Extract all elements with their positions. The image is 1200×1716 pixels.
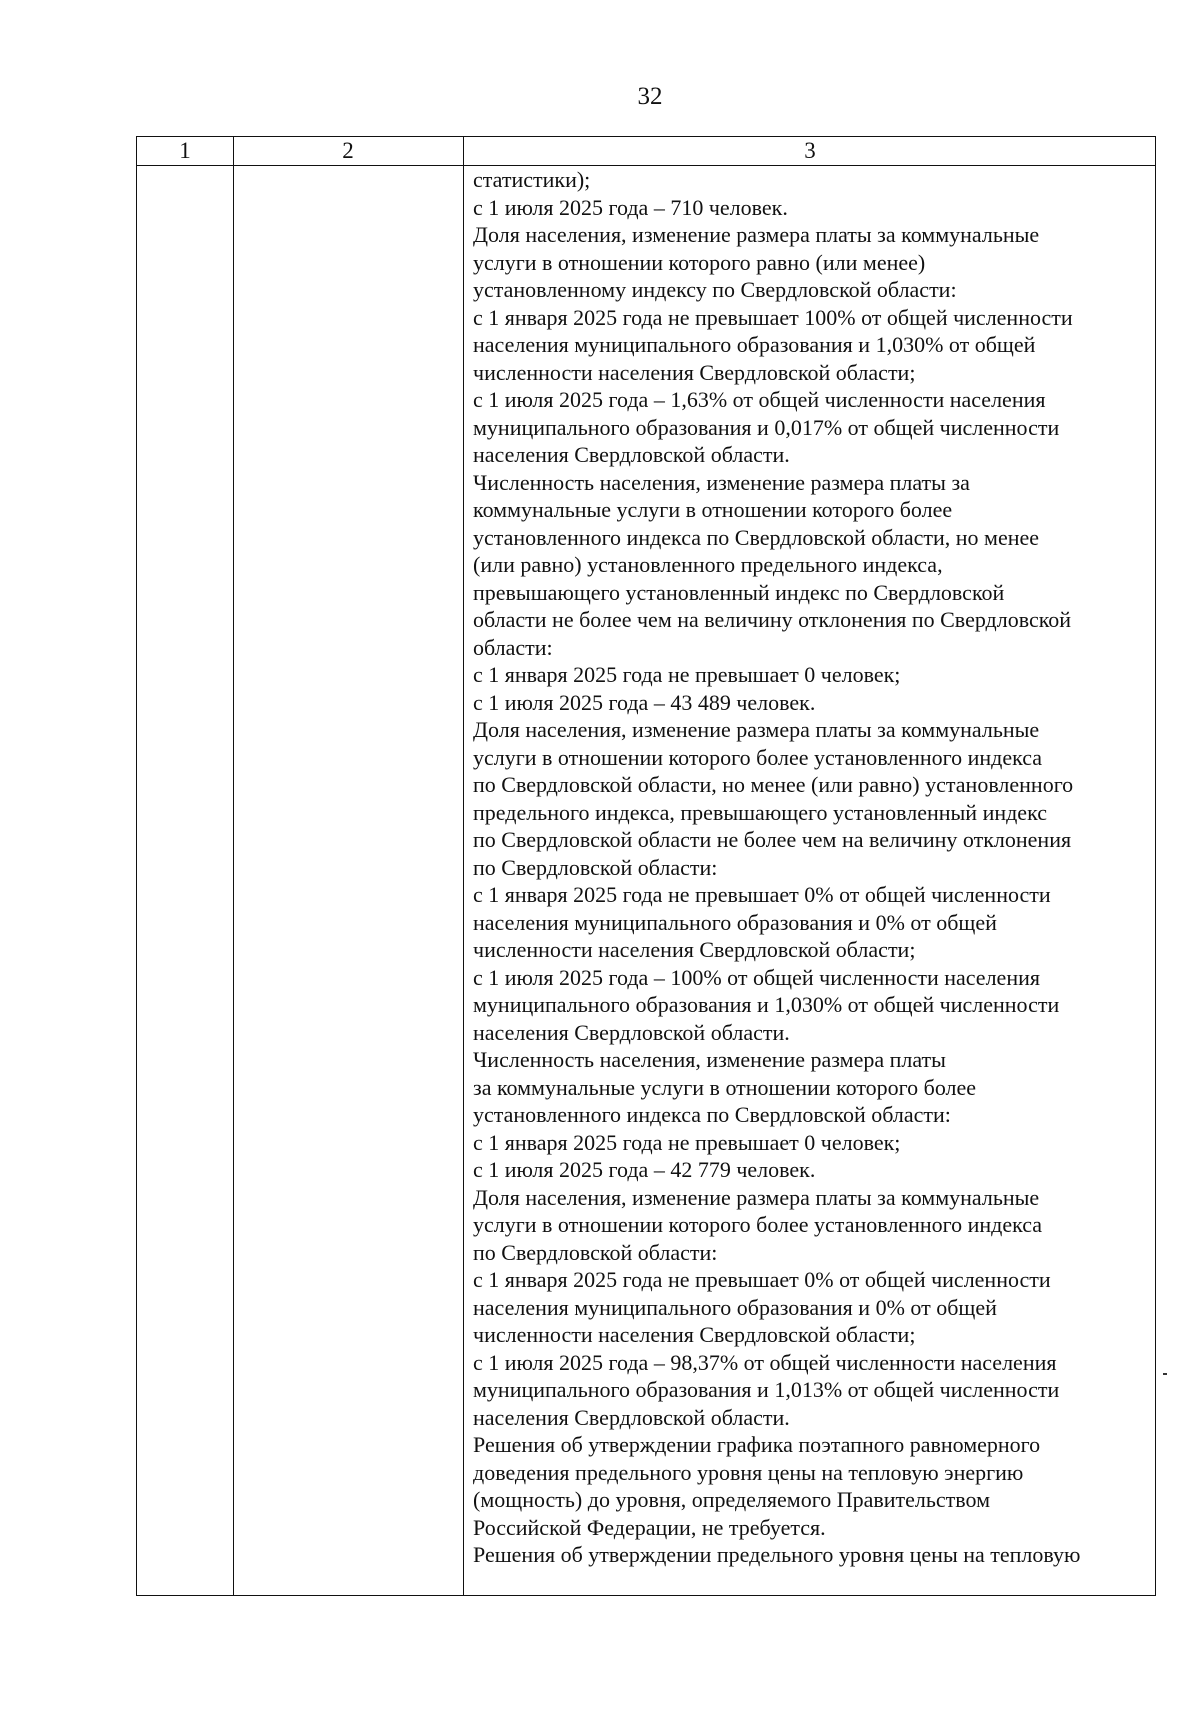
text-line: с 1 июля 2025 года – 42 779 человек. (473, 1157, 816, 1182)
text-line: доведения предельного уровня цены на тепловую энергию (473, 1459, 1024, 1485)
text-line: области: (473, 634, 553, 660)
text-line: с 1 июля 2025 года – 98,37% от общей численности населения (473, 1349, 1057, 1375)
text-line: по Свердловской области, но менее (или равно) установленного (473, 772, 1074, 797)
text-line: установленному индексу по Свердловской области: (473, 277, 957, 302)
scan-artifact (1163, 1373, 1167, 1375)
column-3-content (473, 166, 1153, 1569)
text-line: Решения об утверждении предельного уровня цены на тепловую (473, 1542, 1081, 1567)
text-line: услуги в отношении которого более установленного индекса (473, 744, 1043, 770)
text-line: установленного индекса по Свердловской области: (473, 1102, 951, 1127)
text-line: с 1 января 2025 года не превышает 100% от общей численности (473, 304, 1073, 330)
text-line: численности населения Свердловской области; (473, 1322, 916, 1347)
text-line: превышающего установленный индекс по Свердловской (473, 579, 1005, 605)
text-line: населения муниципального образования и 0% от общей (473, 909, 997, 935)
column-header-2: 2 (342, 138, 354, 163)
document-table (136, 136, 1156, 1596)
text-line: муниципального образования и 1,013% от общей численности (473, 1377, 1060, 1402)
text-line: населения Свердловской области. (473, 1404, 790, 1430)
column-divider-2 (463, 137, 464, 1595)
text-line: коммунальные услуги в отношении которого более (473, 497, 953, 522)
column-header-1: 1 (179, 138, 191, 163)
text-line: услуги в отношении которого более установленного индекса (473, 1212, 1043, 1237)
text-line: численности населения Свердловской области; (473, 359, 916, 385)
table-header-row (137, 137, 1155, 166)
text-line: Численность населения, изменение размера платы за (473, 469, 970, 495)
text-line: населения Свердловской области. (473, 442, 790, 467)
text-line: услуги в отношении которого равно (или менее) (473, 249, 926, 275)
text-line: с 1 июля 2025 года – 43 489 человек. (473, 689, 816, 715)
text-line: с 1 января 2025 года не превышает 0 человек; (473, 1129, 901, 1155)
text-line: статистики); (473, 167, 591, 192)
text-line: населения муниципального образования и 1,030% от общей (473, 332, 1036, 357)
page-number: 32 (637, 83, 663, 110)
text-line: (мощность) до уровня, определяемого Правительством (473, 1487, 991, 1512)
text-line: предельного индекса, превышающего установленный индекс (473, 799, 1047, 825)
text-line: по Свердловской области: (473, 854, 718, 880)
text-line: по Свердловской области: (473, 1239, 718, 1265)
text-line: области не более чем на величину отклонения по Свердловской (473, 607, 1072, 632)
text-line: Доля населения, изменение размера платы за коммунальные (473, 1184, 1040, 1210)
text-line: муниципального образования и 0,017% от общей численности (473, 414, 1060, 440)
text-line: численности населения Свердловской области; (473, 937, 916, 962)
text-line: Доля населения, изменение размера платы за коммунальные (473, 222, 1040, 247)
text-line: населения Свердловской области. (473, 1019, 790, 1045)
text-line: населения муниципального образования и 0% от общей (473, 1294, 997, 1320)
column-header-3: 3 (804, 138, 816, 163)
text-line: с 1 июля 2025 года – 710 человек. (473, 194, 788, 220)
text-line: установленного индекса по Свердловской области, но менее (473, 524, 1040, 550)
column-divider-1 (233, 137, 234, 1595)
text-line: Численность населения, изменение размера платы (473, 1047, 946, 1072)
text-line: по Свердловской области не более чем на величину отклонения (473, 827, 1072, 852)
text-line: с 1 января 2025 года не превышает 0 человек; (473, 662, 901, 687)
text-line: за коммунальные услуги в отношении которого более (473, 1074, 977, 1100)
text-line: (или равно) установленного предельного индекса, (473, 552, 943, 577)
text-line: с 1 июля 2025 года – 1,63% от общей численности населения (473, 387, 1046, 412)
text-line: Российской Федерации, не требуется. (473, 1514, 826, 1540)
text-line: с 1 января 2025 года не превышает 0% от общей численности (473, 882, 1051, 907)
text-line: с 1 января 2025 года не превышает 0% от общей численности (473, 1267, 1051, 1292)
text-line: Решения об утверждении графика поэтапного равномерного (473, 1432, 1041, 1457)
text-line: Доля населения, изменение размера платы за коммунальные (473, 717, 1040, 742)
text-line: муниципального образования и 1,030% от общей численности (473, 992, 1060, 1017)
text-line: с 1 июля 2025 года – 100% от общей численности населения (473, 964, 1040, 990)
